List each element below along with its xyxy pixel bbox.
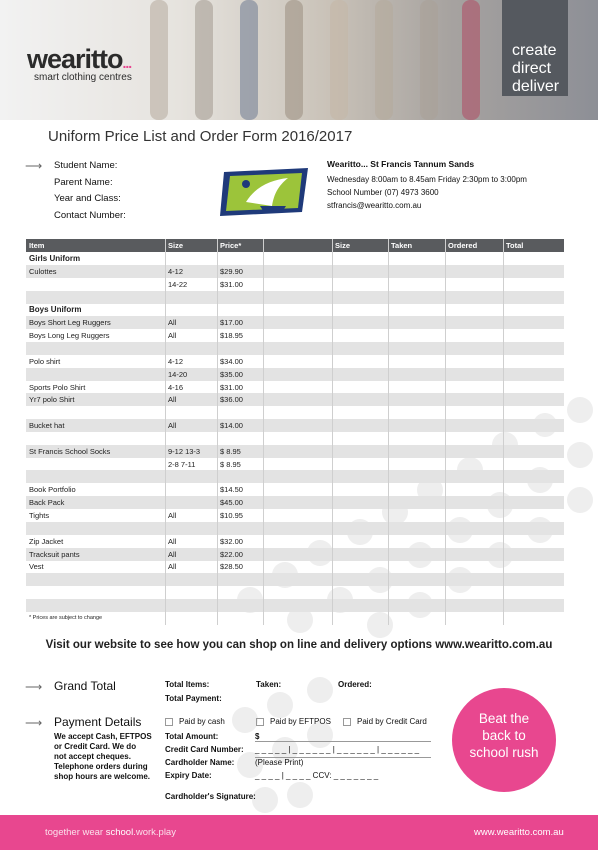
column-header: Price* bbox=[220, 241, 242, 250]
item-cell bbox=[26, 470, 29, 483]
total-items-label: Total Items: bbox=[165, 680, 210, 689]
item-cell: Girls Uniform bbox=[29, 254, 81, 263]
tagline-line: create bbox=[512, 42, 557, 59]
size-cell: All bbox=[168, 318, 177, 328]
footer-bar bbox=[0, 815, 598, 850]
column-header: Size bbox=[168, 241, 184, 250]
table-row bbox=[26, 381, 564, 394]
decorative-dot bbox=[567, 397, 593, 423]
table-row bbox=[26, 406, 564, 419]
size-cell: 14-20 bbox=[168, 369, 188, 379]
price-cell: $14.50 bbox=[220, 485, 243, 495]
logo-subtitle: smart clothing centres bbox=[34, 72, 132, 83]
table-row bbox=[26, 573, 564, 586]
item-cell: Boys Uniform bbox=[29, 305, 82, 315]
item-cell: Sports Polo Shirt bbox=[29, 382, 86, 392]
item-cell bbox=[26, 432, 29, 445]
table-row bbox=[26, 393, 564, 406]
price-cell: $28.50 bbox=[220, 562, 243, 572]
page-title: Uniform Price List and Order Form 2016/2017 bbox=[48, 128, 353, 145]
payment-note bbox=[54, 732, 152, 782]
price-cell: $22.00 bbox=[220, 549, 243, 559]
table-row bbox=[26, 329, 564, 342]
table-row bbox=[26, 548, 564, 561]
item-cell bbox=[26, 599, 29, 612]
column-divider bbox=[263, 239, 264, 625]
size-cell: 4-12 bbox=[168, 356, 184, 366]
ordered-label: Ordered: bbox=[338, 680, 372, 689]
size-cell: All bbox=[168, 511, 177, 520]
item-cell: Vest bbox=[29, 562, 44, 572]
item-cell: Polo shirt bbox=[29, 356, 61, 366]
item-cell: Boys Long Leg Ruggers bbox=[29, 331, 110, 341]
school-name: Wearitto... St Francis Tannum Sands bbox=[327, 159, 475, 169]
table-row bbox=[26, 355, 564, 368]
table-row bbox=[26, 586, 564, 599]
size-cell: 9-12 13-3 bbox=[168, 446, 201, 456]
table-row bbox=[26, 496, 564, 509]
column-divider bbox=[332, 239, 333, 625]
item-cell bbox=[26, 586, 29, 599]
column-divider bbox=[165, 239, 166, 625]
column-header: Item bbox=[29, 241, 45, 250]
decorative-dot bbox=[287, 782, 313, 808]
payment-note-line: Telephone orders during bbox=[54, 762, 148, 771]
item-cell: Bucket hat bbox=[29, 421, 65, 431]
item-cell: Book Portfolio bbox=[29, 485, 76, 495]
table-row bbox=[26, 368, 564, 381]
price-cell: $14.00 bbox=[220, 421, 243, 431]
checkbox[interactable] bbox=[256, 718, 264, 726]
column-header: Total bbox=[506, 241, 524, 250]
table-row bbox=[26, 445, 564, 458]
table-row bbox=[26, 458, 564, 471]
website-line: Visit our website to see how you can shop on line and delivery options www.wearitto.com.au bbox=[45, 639, 553, 651]
price-cell: $10.95 bbox=[220, 511, 243, 520]
contact-number-label: Contact Number: bbox=[54, 210, 126, 221]
arrow-icon: ⟶ bbox=[25, 716, 43, 730]
paid-by-cash-option[interactable] bbox=[165, 717, 225, 726]
decorative-dot bbox=[567, 442, 593, 468]
total-amount-field[interactable] bbox=[255, 741, 431, 742]
table-row bbox=[26, 316, 564, 329]
table-row bbox=[26, 599, 564, 612]
option-label: Paid by cash bbox=[179, 717, 225, 726]
expiry-date-label: Expiry Date: bbox=[165, 771, 212, 780]
option-label: Paid by Credit Card bbox=[357, 717, 427, 726]
size-cell: 4-16 bbox=[168, 382, 184, 392]
school-hours: Wednesday 8:00am to 8.45am Friday 2:30pm to 3:00pm bbox=[327, 175, 527, 184]
footer-slogan-b: school bbox=[105, 827, 134, 838]
expiry-ccv-field[interactable]: _ _ _ _ | _ _ _ _ CCV: _ _ _ _ _ _ _ bbox=[255, 771, 379, 780]
size-cell: All bbox=[168, 549, 177, 559]
item-cell: * Prices are subject to change bbox=[29, 614, 103, 621]
parent-name-label: Parent Name: bbox=[54, 177, 113, 188]
price-cell: $31.00 bbox=[220, 382, 243, 392]
footer-slogan-c: .work.play bbox=[133, 827, 176, 838]
payment-note-line: We accept Cash, EFTPOS bbox=[54, 732, 152, 741]
student-name-label: Student Name: bbox=[54, 160, 118, 171]
table-row bbox=[26, 535, 564, 548]
size-cell: 4-12 bbox=[168, 266, 184, 276]
total-payment-label: Total Payment: bbox=[165, 694, 222, 703]
column-header: Ordered bbox=[448, 241, 478, 250]
cc-number-field[interactable]: _ _ _ _ _ | _ _ _ _ _ _ | _ _ _ _ _ _ | _ _ _ _ _ _ bbox=[255, 745, 420, 754]
table-note-row bbox=[26, 612, 564, 625]
taken-label: Taken: bbox=[256, 680, 282, 689]
table-row bbox=[26, 470, 564, 483]
item-cell: St Francis School Socks bbox=[29, 446, 111, 456]
item-cell: Yr7 polo Shirt bbox=[29, 395, 75, 405]
price-cell: $17.00 bbox=[220, 318, 243, 328]
payment-note-line: not accept cheques. bbox=[54, 752, 131, 761]
item-cell bbox=[26, 342, 29, 355]
price-cell: $ 8.95 bbox=[220, 459, 241, 469]
item-cell bbox=[26, 291, 29, 304]
item-cell bbox=[26, 278, 29, 291]
promo-line: school rush bbox=[469, 745, 539, 760]
item-cell: Tracksuit pants bbox=[29, 549, 80, 559]
payment-note-line: shop hours are welcome. bbox=[54, 772, 151, 781]
column-divider bbox=[217, 239, 218, 625]
decorative-dot bbox=[252, 787, 278, 813]
column-divider bbox=[388, 239, 389, 625]
arrow-icon: ⟶ bbox=[25, 680, 43, 694]
decorative-dot bbox=[307, 677, 333, 703]
footer-slogan bbox=[45, 827, 176, 838]
size-cell: All bbox=[168, 536, 177, 546]
table-row bbox=[26, 483, 564, 496]
price-cell: $29.90 bbox=[220, 266, 243, 276]
item-cell bbox=[26, 573, 29, 586]
table-section-row bbox=[26, 252, 564, 265]
column-header: Taken bbox=[391, 241, 413, 250]
checkbox[interactable] bbox=[343, 718, 351, 726]
promo-line: back to bbox=[482, 728, 526, 743]
paid-by-credit-card-option[interactable] bbox=[343, 717, 427, 726]
footer-slogan-a: together wear bbox=[45, 827, 106, 838]
size-cell: All bbox=[168, 562, 177, 572]
grand-total-label: Grand Total bbox=[54, 679, 116, 693]
item-cell bbox=[26, 458, 29, 471]
item-cell bbox=[26, 406, 29, 419]
size-cell: All bbox=[168, 421, 177, 431]
table-row bbox=[26, 560, 564, 573]
table-row bbox=[26, 342, 564, 355]
price-cell: $45.00 bbox=[220, 498, 243, 508]
column-divider bbox=[503, 239, 504, 625]
checkbox[interactable] bbox=[165, 718, 173, 726]
payment-note-line: or Credit Card. We do bbox=[54, 742, 137, 751]
year-class-label: Year and Class: bbox=[54, 193, 121, 204]
cc-number-label: Credit Card Number: bbox=[165, 745, 244, 754]
size-cell: 2-8 7-11 bbox=[168, 459, 196, 469]
item-cell: Zip Jacket bbox=[29, 536, 64, 546]
size-cell: All bbox=[168, 395, 177, 405]
item-cell: Tights bbox=[29, 511, 50, 520]
promo-bubble bbox=[452, 688, 556, 792]
table-header-row bbox=[26, 239, 564, 252]
item-cell bbox=[26, 368, 29, 381]
table-row bbox=[26, 278, 564, 291]
column-divider bbox=[445, 239, 446, 625]
table-row bbox=[26, 291, 564, 304]
table-row bbox=[26, 522, 564, 535]
logo-name: wearitto bbox=[27, 44, 123, 74]
school-email: stfrancis@wearitto.com.au bbox=[327, 201, 422, 210]
tagline-line: deliver bbox=[512, 78, 560, 95]
logo-dots: ... bbox=[122, 55, 132, 71]
table-row bbox=[26, 419, 564, 432]
promo-line: Beat the bbox=[478, 711, 530, 726]
paid-by-eftpos-option[interactable] bbox=[256, 717, 331, 726]
school-phone: School Number (07) 4973 3600 bbox=[327, 188, 439, 197]
signature-label: Cardholder's Signature: bbox=[165, 792, 256, 801]
cardholder-name-label: Cardholder Name: bbox=[165, 758, 235, 767]
size-cell: 14-22 bbox=[168, 279, 188, 289]
table-row bbox=[26, 432, 564, 445]
item-cell: Culottes bbox=[29, 266, 57, 276]
tagline-line: direct bbox=[512, 60, 552, 77]
decorative-dot bbox=[567, 487, 593, 513]
decorative-dot bbox=[232, 707, 258, 733]
price-cell: $35.00 bbox=[220, 369, 243, 379]
price-cell: $34.00 bbox=[220, 356, 243, 366]
option-label: Paid by EFTPOS bbox=[270, 717, 331, 726]
item-cell: Boys Short Leg Ruggers bbox=[29, 318, 111, 328]
item-cell bbox=[26, 522, 29, 535]
price-cell: $32.00 bbox=[220, 536, 243, 546]
item-cell: Back Pack bbox=[29, 498, 65, 508]
footer-website-link[interactable]: www.wearitto.com.au bbox=[474, 827, 564, 838]
arrow-icon: ⟶ bbox=[25, 159, 43, 173]
dollar-sign: $ bbox=[255, 732, 260, 741]
decorative-dot bbox=[267, 692, 293, 718]
price-cell: $18.95 bbox=[220, 331, 243, 341]
payment-details-label: Payment Details bbox=[54, 715, 142, 729]
table-row bbox=[26, 265, 564, 278]
price-cell: $31.00 bbox=[220, 279, 243, 289]
please-print-note: (Please Print) bbox=[255, 758, 304, 767]
table-row bbox=[26, 509, 564, 522]
price-cell: $36.00 bbox=[220, 395, 243, 405]
column-header: Size bbox=[335, 241, 351, 250]
price-cell: $ 8.95 bbox=[220, 446, 241, 456]
size-cell: All bbox=[168, 331, 177, 341]
table-section-row bbox=[26, 303, 564, 316]
total-amount-label: Total Amount: bbox=[165, 732, 219, 741]
